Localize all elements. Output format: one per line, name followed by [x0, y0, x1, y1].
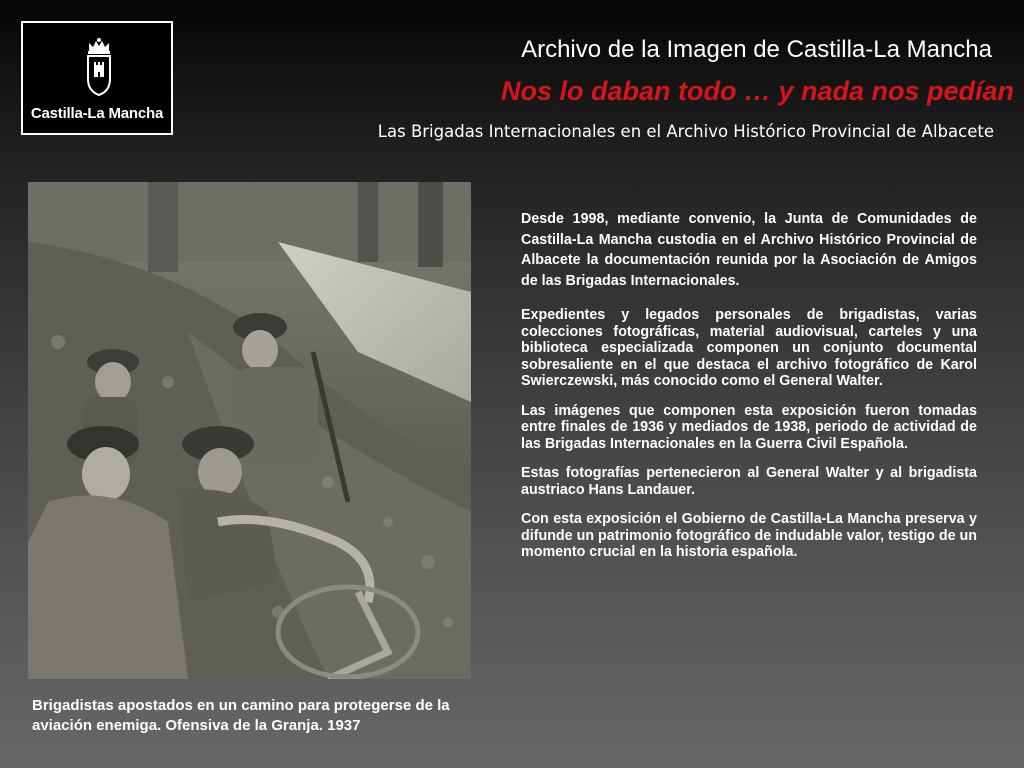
photo-caption: Brigadistas apostados en un camino para protegerse de la aviación enemiga. Ofensiva de la Granja. 1937	[32, 697, 450, 734]
body-text	[521, 209, 977, 574]
logo	[21, 21, 173, 135]
exhibition-title: Nos lo daban todo … y nada nos pedían	[500, 76, 1014, 106]
historical-photo	[28, 182, 471, 679]
logo-text: Castilla-La Mancha	[30, 105, 164, 122]
paragraph: Desde 1998, mediante convenio, la Junta de Comunidades de Castilla-La Mancha custodia en el Archivo Histórico Provincial de Albacete la documentación reunida por la Asociación de Amigos de las Brigadas Internacionales.	[521, 211, 977, 289]
crown-castle-shield-icon	[85, 37, 113, 97]
paragraph: Estas fotografías pertenecieron al General Walter y al brigadista austriaco Hans Landauer.	[521, 465, 977, 498]
archive-title: Archivo de la Imagen de Castilla-La Mancha	[521, 36, 992, 63]
exhibition-description: Las Brigadas Internacionales en el Archivo Histórico Provincial de Albacete	[377, 122, 994, 141]
paragraph: Expedientes y legados personales de brigadistas, varias colecciones fotográficas, material audiovisual, carteles y una biblioteca especializada componen un conjunto documental sobresaliente en el que destaca el archivo fotográfico de Karol Swierczewski, más conocido como el General Walter.	[521, 307, 977, 389]
paragraph: Con esta exposición el Gobierno de Castilla-La Mancha preserva y difunde un patrimonio fotográfico de indudable valor, testigo de un momento crucial en la historia española.	[521, 511, 977, 560]
paragraph: Las imágenes que componen esta exposición fueron tomadas entre finales de 1936 y mediados de 1938, periodo de actividad de las Brigadas Internacionales en la Guerra Civil Española.	[521, 402, 977, 452]
